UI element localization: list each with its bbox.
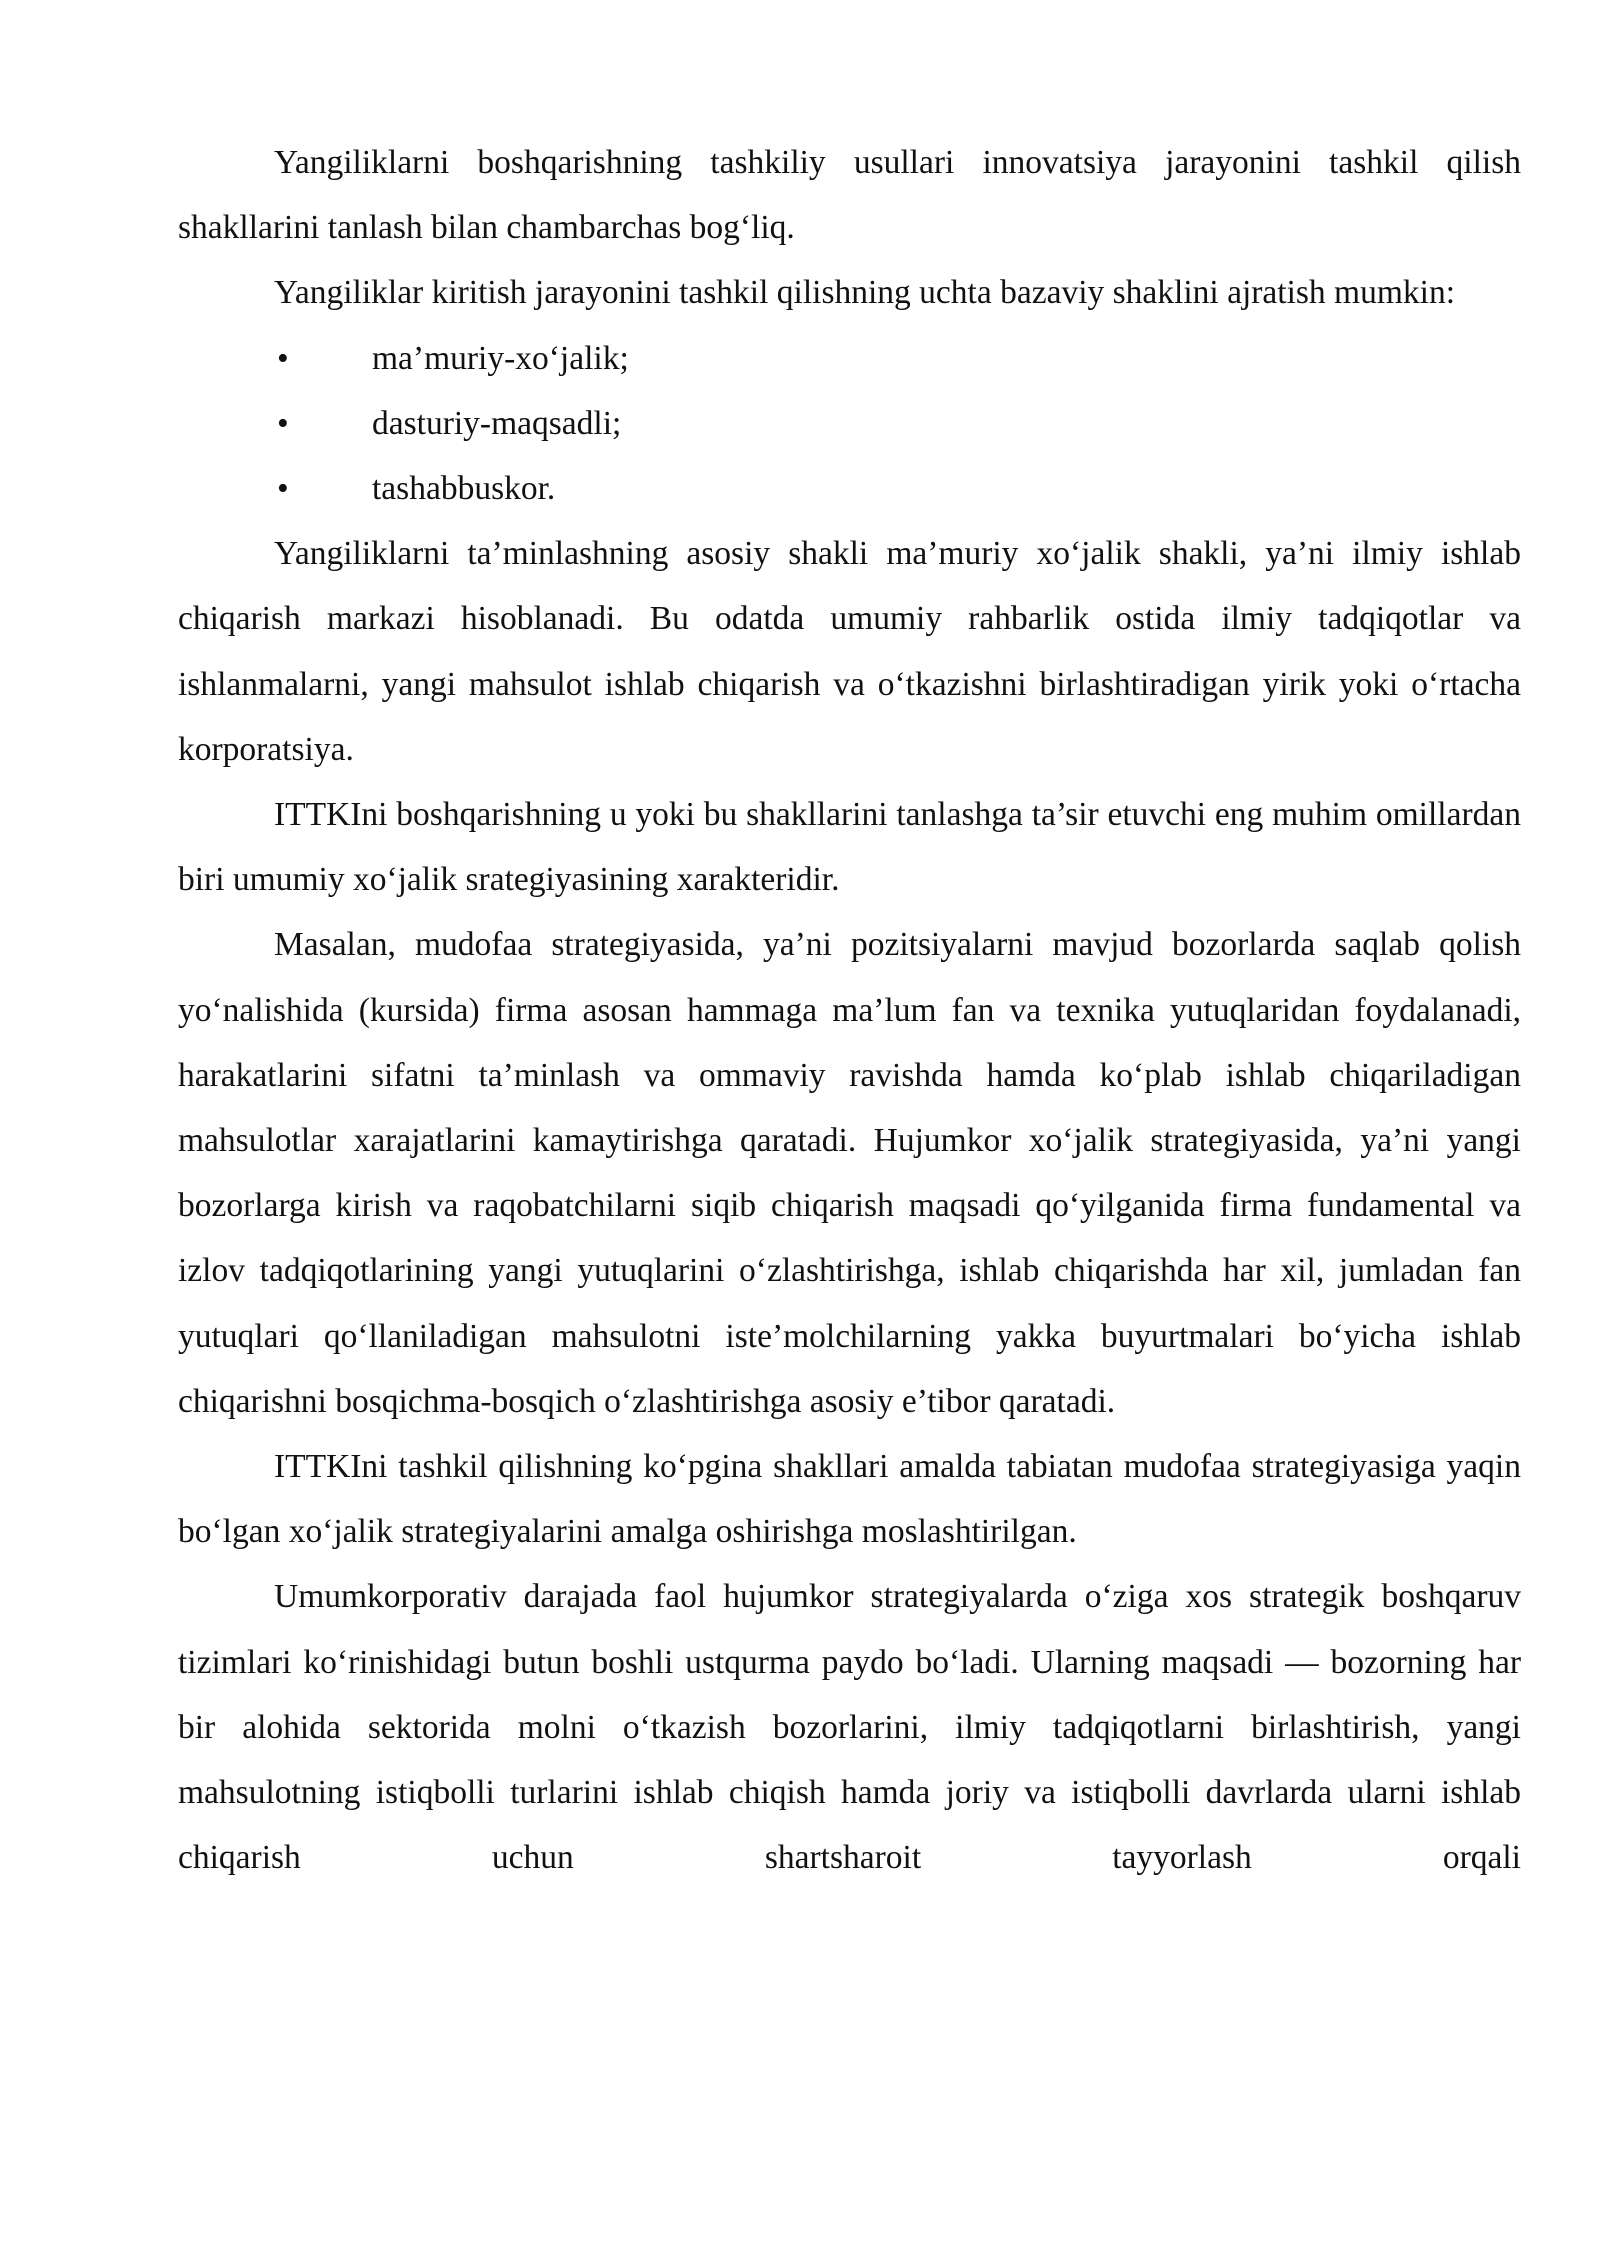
paragraph-defense-offense-strategy: Masalan, mudofaa strategiyasida, ya’ni pozitsiyalarni mavjud bozorlarda saqlab qolish yo‘nalishida (kursida) firma asosan hammaga ma’lum fan va texnika yutuqlaridan foydalanadi, harakatlarini sifatni ta’minlash va ommaviy ravishda hamda ko‘plab ishlab chiqariladigan mahsulotlar xarajatlarini kamaytirishga qaratadi. Hujumkor xo‘jalik strategiyasida, ya’ni yangi bozorlarga kirish va raqobatchilarni siqib chiqarish maqsadi qo‘yilganida firma fundamental va izlov tadqiqotlarining yangi yutuqlarini o‘zlashtirishga, ishlab chiqarishda har xil, jumladan fan yutuqlari qo‘llaniladigan mahsulotni iste’molchilarning yakka buyurtmalari bo‘yicha ishlab chiqarishni bosqichma-bosqich o‘zlashtirishga asosiy e’tibor qaratadi. [178, 926, 1521, 1420]
list-item-text: dasturiy-maqsadli; [372, 404, 622, 442]
list-item-text: tashabbuskor. [372, 469, 556, 507]
document-page [178, 130, 1521, 1890]
paragraph-innovation-methods: Yangiliklarni boshqarishning tashkiliy usullari innovatsiya jarayonini tashkil qilish shakllarini tanlash bilan chambarchas bog‘liq. [178, 144, 1521, 247]
list-item [178, 326, 1521, 391]
list-item [178, 456, 1521, 521]
forms-list [178, 326, 1521, 522]
bullet-icon: • [277, 469, 289, 507]
paragraph-base-forms: Yangiliklar kiritish jarayonini tashkil qilishning uchta bazaviy shaklini ajratish mumkin: [274, 274, 1456, 312]
bullet-icon: • [277, 404, 289, 442]
paragraph-strategy-factor: ITTKIni boshqarishning u yoki bu shakllarini tanlashga ta’sir etuvchi eng muhim omillardan biri umumiy xo‘jalik srategiyasining xarakteridir. [178, 795, 1521, 899]
paragraph-corporate-level: Umumkorporativ darajada faol hujumkor strategiyalarda o‘ziga xos strategik boshqaruv tizimlari ko‘rinishidagi butun boshli ustqurma paydo bo‘ladi. Ularning maqsadi — bozorning har bir alohida sektorida molni o‘tkazish bozorlarini, ilmiy tadqiqotlarni birlashtirish, yangi mahsulotning istiqbolli turlarini ishlab chiqish hamda joriy va istiqbolli davrlarda ularni ishlab chiqarish uchun shartsharoit tayyorlash orqali [178, 1578, 1521, 1877]
paragraph-ittki-forms: ITTKIni tashkil qilishning ko‘pgina shakllari amalda tabiatan mudofaa strategiyasiga yaqin bo‘lgan xo‘jalik strategiyalarini amalga oshirishga moslashtirilgan. [178, 1448, 1521, 1551]
list-item-text: ma’muriy-xo‘jalik; [372, 339, 629, 377]
paragraph-main-form: Yangiliklarni ta’minlashning asosiy shakli ma’muriy xo‘jalik shakli, ya’ni ilmiy ishlab chiqarish markazi hisoblanadi. Bu odatda umumiy rahbarlik ostida ilmiy tadqiqotlar va ishlanmalarni, yangi mahsulot ishlab chiqarish va o‘tkazishni birlashtiradigan yirik yoki o‘rtacha korporatsiya. [178, 535, 1521, 768]
bullet-icon: • [277, 339, 289, 377]
list-item [178, 391, 1521, 456]
